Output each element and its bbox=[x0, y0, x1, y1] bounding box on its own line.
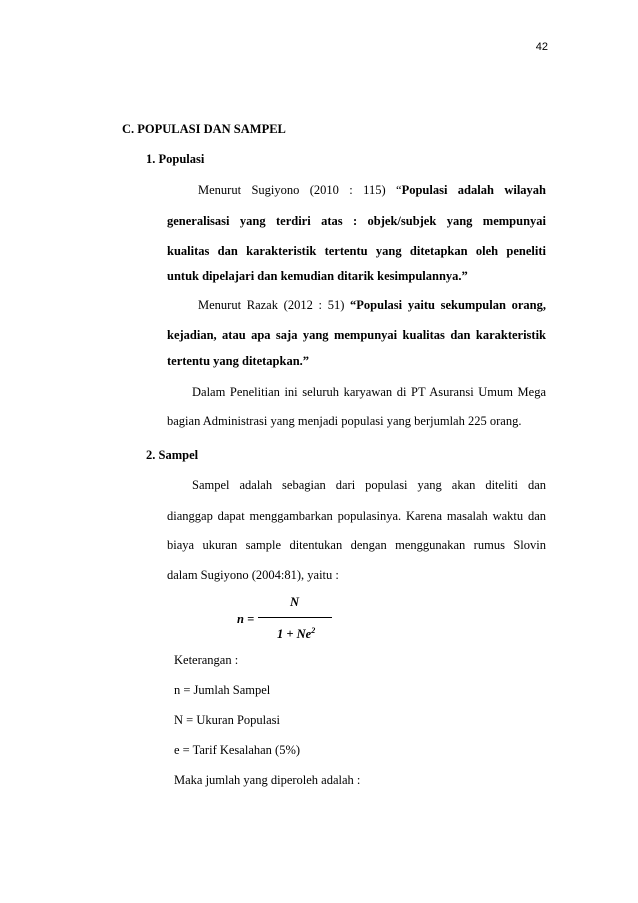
text-bold: “Populasi yaitu sekumpulan orang, bbox=[350, 298, 546, 312]
populasi-p2-line-1 bbox=[198, 297, 546, 313]
sampel-p1-line-2: dianggap dapat menggambarkan populasinya. Karena masalah waktu dan bbox=[167, 509, 546, 523]
sampel-p1-line-1: Sampel adalah sebagian dari populasi yang akan diteliti dan bbox=[192, 478, 546, 492]
section-heading: C. POPULASI DAN SAMPEL bbox=[122, 122, 286, 136]
text-normal: Menurut Sugiyono (2010 : 115) “ bbox=[198, 183, 402, 197]
formula-denominator bbox=[277, 627, 315, 642]
keterangan-item: n = Jumlah Sampel bbox=[174, 683, 271, 697]
sampel-p1-line-4: dalam Sugiyono (2004:81), yaitu : bbox=[167, 568, 339, 582]
populasi-p1-line-3: kualitas dan karakteristik tertentu yang ditetapkan oleh peneliti bbox=[167, 244, 546, 258]
populasi-p2-line-2: kejadian, atau apa saja yang mempunyai kualitas dan karakteristik bbox=[167, 328, 546, 342]
formula-lhs: n = bbox=[237, 612, 255, 626]
denominator-exponent: 2 bbox=[311, 625, 316, 635]
keterangan-item: e = Tarif Kesalahan (5%) bbox=[174, 743, 301, 757]
fraction-bar bbox=[258, 617, 332, 618]
populasi-p3-line-1: Dalam Penelitian ini seluruh karyawan di PT Asuransi Umum Mega bbox=[192, 385, 546, 399]
populasi-p2-line-3: tertentu yang ditetapkan.” bbox=[167, 354, 310, 368]
keterangan-label: Keterangan : bbox=[174, 653, 239, 667]
sampel-p1-line-3: biaya ukuran sample ditentukan dengan menggunakan rumus Slovin bbox=[167, 538, 546, 552]
populasi-p3-line-2: bagian Administrasi yang menjadi populasi yang berjumlah 225 orang. bbox=[167, 414, 522, 428]
populasi-p1-line-4: untuk dipelajari dan kemudian ditarik kesimpulannya.” bbox=[167, 269, 468, 283]
subsection-title-populasi: 1. Populasi bbox=[146, 152, 205, 166]
keterangan-closing: Maka jumlah yang diperoleh adalah : bbox=[174, 773, 361, 787]
populasi-p1-line-1 bbox=[198, 182, 546, 198]
subsection-title-sampel: 2. Sampel bbox=[146, 448, 199, 462]
text-bold: Populasi adalah wilayah bbox=[401, 183, 546, 197]
formula-numerator: N bbox=[290, 595, 300, 609]
page-number: 42 bbox=[535, 41, 548, 53]
keterangan-item: N = Ukuran Populasi bbox=[174, 713, 280, 727]
denominator-base: 1 + Ne bbox=[277, 627, 312, 641]
populasi-p1-line-2: generalisasi yang terdiri atas : objek/subjek yang mempunyai bbox=[167, 214, 546, 228]
text-normal: Menurut Razak (2012 : 51) bbox=[198, 298, 351, 312]
